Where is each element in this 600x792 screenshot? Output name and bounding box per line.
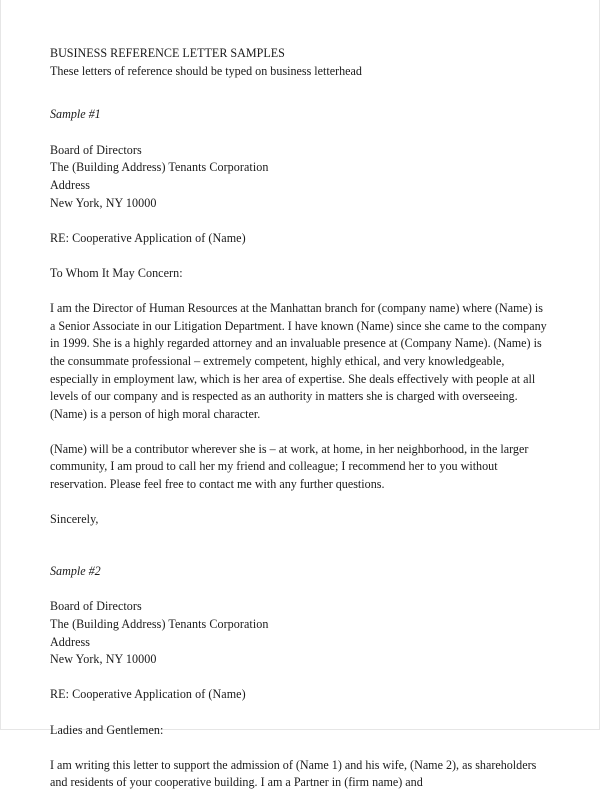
sample-1-recipient-block: [50, 142, 550, 212]
recipient-line: Address: [50, 177, 91, 192]
sample-1-salutation: To Whom It May Concern:: [50, 265, 183, 280]
spacer: [50, 669, 550, 687]
spacer: [50, 494, 550, 512]
spacer: [50, 212, 550, 230]
spacer: [50, 739, 550, 757]
sample-1-paragraph: I am the Director of Human Resources at the Manhattan branch for (company name) where (Name) is a Senior Associate in our Litigation Department. I have known (Name) since she came to the company in 1999. She is a highly regarded attorney and an invaluable presence at (Company Name). (Name) is the consummate professional – extremely competent, highly ethical, and very knowledgeable, especially in employment law, which is her area of expertise. She deals effectively with people at all levels of our company and is respected as an authority in matters she is charged with overseeing. (Name) is a person of high moral character.: [50, 301, 547, 421]
recipient-line: Board of Directors: [50, 599, 142, 614]
spacer: [50, 704, 550, 722]
sample-1-label: Sample #1: [50, 107, 101, 122]
sample-2-subject: RE: Cooperative Application of (Name): [50, 687, 246, 702]
recipient-line: The (Building Address) Tenants Corporation: [50, 617, 269, 632]
spacer: [50, 580, 550, 598]
recipient-line: Address: [50, 634, 91, 649]
spacer: [50, 247, 550, 265]
spacer: [50, 124, 550, 142]
sample-2-paragraph: I am writing this letter to support the admission of (Name 1) and his wife, (Name 2), as shareholders and residents of your cooperative building. I am a Partner in (firm name) and: [50, 757, 537, 790]
recipient-line: Board of Directors: [50, 142, 142, 157]
sample-1-closing: Sincerely,: [50, 512, 99, 527]
sample-2-salutation: Ladies and Gentlemen:: [50, 722, 164, 737]
sample-1-subject: RE: Cooperative Application of (Name): [50, 230, 246, 245]
spacer: [50, 529, 550, 563]
recipient-line: New York, NY 10000: [50, 195, 157, 210]
document-title: BUSINESS REFERENCE LETTER SAMPLES: [50, 46, 285, 60]
sample-2-recipient-block: [50, 598, 550, 668]
document-subtitle: These letters of reference should be typed on business letterhead: [50, 63, 362, 78]
sample-1-paragraph: (Name) will be a contributor wherever she is – at work, at home, in her neighborhood, in the larger community, I am proud to call her my friend and colleague; I recommend her to you without reservation. Please feel free to contact me with any further questions.: [50, 441, 529, 492]
spacer: [50, 80, 550, 106]
spacer: [50, 283, 550, 301]
recipient-line: New York, NY 10000: [50, 652, 157, 667]
letter-body: [50, 45, 550, 792]
spacer: [50, 423, 550, 441]
recipient-line: The (Building Address) Tenants Corporation: [50, 160, 269, 175]
sample-2-label: Sample #2: [50, 563, 101, 578]
